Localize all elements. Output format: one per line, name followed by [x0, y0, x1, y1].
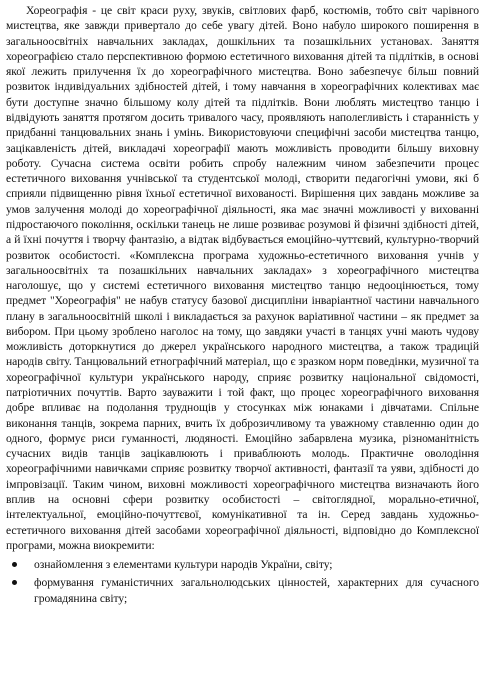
body-paragraph: Хореографія - це світ краси руху, звуків, світлових фарб, костюмів, тобто світ чарівного мистецтва, яке завжди привертало до себе увагу дітей. Воно набуло широкого поширення в загальноосвітніх навчальних закладах, дошкільних та позашкільних установах. Заняття хореографією стало перспективною формою естетичного виховання дітей та підлітків, в основі якої лежить прилучення їх до хореографічного мистецтва. Воно забезпечує більш повний розвиток індивідуальних здібностей дітей, і тому навчання в хореографічних колективах має бути доступне значно більшому колу дітей та підлітків. Вони люблять мистецтво танцю і відвідують заняття протягом досить тривалого часу, проявляють наполегливість і старанність у придбанні танцювальних знань і умінь. Використовуючи специфічні засоби мистецтва танцю, зацікавленість дітей, викладачі хореографії мають можливість проводити більшу виховну роботу. Сучасна система освіти робить спробу належним чином забезпечити процес естетичного виховання учнівської та студентської молоді, створити педагогічні умови, які б сприяли підвищенню рівня їхньої естетичної вихованості. Вирішення цих завдань можливе за умов залучення молоді до хореографічної діяльності, яка має значні можливості у вихованні підростаючого покоління, оскільки танець не лише розвиває розумові й фізичні здібності дітей, а й їхні почуття і творчу фантазію, а відтак відбувається емоційно-чуттєвий, культурно-творчий розвиток особистості. «Комплексна програма художньо-естетичного виховання учнів у загальноосвітніх та позашкільних навчальних закладах» з хореографічного мистецтва наголошує, що у системі естетичного виховання мистецтво танцю недооцінюється, тому предмет "Хореографія" не набув статусу базової дисципліни інваріантної частини навчального плану в загальноосвітній школі і викладається за рахунок варіативної частини – як предмет за вибором. При цьому зроблено наголос на тому, що завдяки участі в танцях учні мають чудову можливість доторкнутися до джерел українського народного мистецтва, а також традицій народів світу. Танцювальний етнографічний матеріал, що є зразком норм поведінки, музичної та хореографічної культури українського народу, сприяє розвитку національної свідомості, патріотичних почуттів. Варто зауважити і той факт, що процес хореографічного виховання добре впливає на подолання труднощів у стосунках між юнаками і дівчатами. Спільне виконання танців, зокрема парних, вчить їх доброзичливому та уважному ставленню один до одного, формує риси гуманності, людяності. Емоційно забарвлена музика, різноманітність сучасних видів танців зацікавлюють і приваблюють молодь. Практичне оволодіння хореографічними навичками сприяє розвитку творчої активності, фантазії та уяви, здібності до імпровізації. Таким чином, виховні можливості хореографічного мистецтва визначають його вплив на основні сфери розвитку особистості – світоглядної, морально-етичної, інтелектуальної, емоційно-почуттєвої, комунікативної та ін. Серед завдань художньо-естетичного виховання дітей засобами хореографічної діяльності, відповідно до Комплексної програми, можна виокремити:	[6, 4, 479, 552]
list-item-text: формування гуманістичних загальнолюдських цінностей, характерних для сучасного громадянина світу;	[34, 576, 479, 605]
bullet-dot-icon	[12, 562, 17, 567]
bullet-dot-icon	[12, 580, 17, 585]
list-item-text: ознайомлення з елементами культури народів України, світу;	[34, 558, 333, 572]
list-item	[34, 557, 479, 572]
list-item	[34, 575, 479, 606]
task-list	[6, 557, 479, 606]
